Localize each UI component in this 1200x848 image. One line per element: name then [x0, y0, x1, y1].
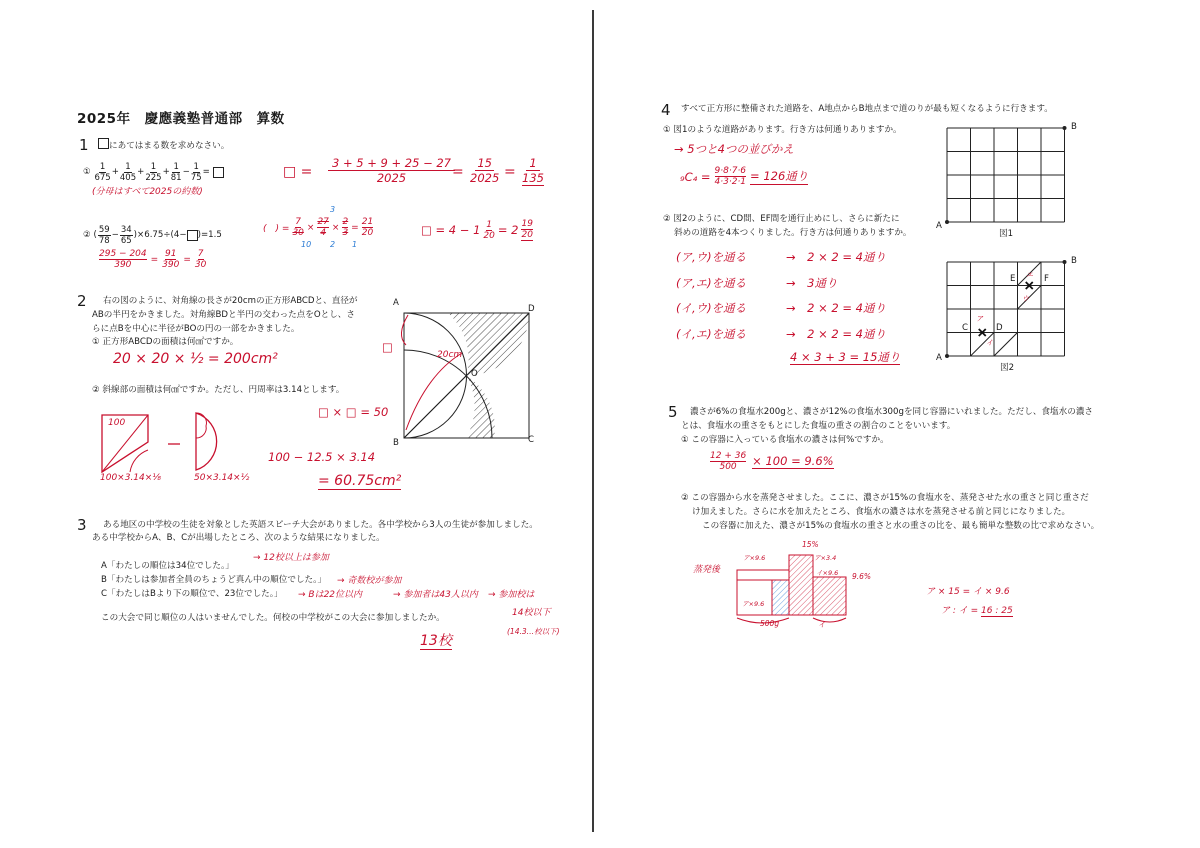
diagonal-road — [994, 333, 1018, 357]
page-title: 2025年 慶應義塾普通部 算数 — [77, 111, 285, 127]
case-row: (イ,エ)を通る → 2 × 2 = 4通り — [676, 326, 886, 341]
blue-cancel-mark: 10 — [301, 240, 312, 249]
q3-statement-b: B「わたしは参加者全員のちょうど真ん中の順位でした。」 — [101, 575, 327, 585]
answer-box-icon — [213, 167, 224, 178]
q1-part2-work-line: $\frac{295 - 204}{390}$ = $\frac{91}{390}$ = $\frac{7}{30}$ — [99, 249, 207, 270]
fig1-caption: 図1 — [999, 229, 1014, 239]
blue-cancel-mark: 2 — [330, 240, 336, 249]
q1-instruction: にあてはまる数を求めなさい。 — [98, 138, 229, 154]
grid2-red-a: ア — [976, 315, 983, 323]
q5-text-line-1: 濃さが6%の食塩水200gと、濃さが12%の食塩水300gを同じ容器にいれました。ただし、食塩水の濃さ — [690, 407, 1094, 417]
q3-note-a: → 12校以上は参加 — [253, 553, 329, 563]
q1-part1-answer: 1 135 — [522, 156, 544, 185]
grid2-red-u: ウ — [1022, 295, 1029, 303]
case-row: (ア,エ)を通る → 3通り — [676, 275, 838, 290]
q2-sub1-work: 20 × 20 × ½ = 200cm² — [113, 351, 278, 367]
blue-cancel-mark: 1 — [352, 240, 358, 249]
grid2-label-f: F — [1044, 274, 1049, 284]
q3-note-c1: → Bは22位以内 — [298, 590, 363, 600]
q5-sub1: ① この容器に入っている食塩水の濃さは何%ですか。 — [681, 435, 889, 445]
q2-text-line-3: らに点Bを中心に半径がBOの円の一部をかきました。 — [92, 324, 300, 334]
q5-number: 5 — [668, 403, 678, 421]
equals-sign: = — [504, 164, 516, 180]
grid1-label-a: A — [936, 221, 942, 231]
q5-eq2: ア : イ = 16 : 25 — [941, 606, 1013, 616]
q4-sub1-calc: ₉C₄ = $\frac{9\cdot 8\cdot 7\cdot 6}{4\cdot 3\cdot 2\cdot 1}$ = 126通り — [680, 166, 809, 187]
q3-number: 3 — [77, 516, 87, 534]
frac-2: $\frac{1}{405}$ — [119, 162, 137, 183]
q5-diag-label-i: イ — [818, 620, 826, 629]
q3-note-c5: (14.3…校以下) — [507, 627, 560, 636]
q5-diag-label-96pct: 9.6% — [852, 572, 872, 581]
q5-diag-label-i96: イ×9.6 — [816, 569, 839, 577]
q4-cases — [676, 245, 886, 347]
q2-sub2-answer: = 60.75cm² — [318, 473, 402, 489]
q5-diag-label-15: 15% — [802, 540, 819, 549]
q4-number: 4 — [661, 101, 671, 119]
equals-sign: = — [452, 164, 464, 180]
q3-text-line-2: ある中学校からA、B、Cが出場したところ、次のような結果になりました。 — [92, 533, 385, 543]
q3-statement-c: C「わたしはBより下の順位で、23位でした。」 — [101, 589, 283, 599]
q1-part1-label: ① — [83, 166, 91, 177]
q4-sub1-answer: = 126通り — [750, 169, 809, 183]
q1-number: 1 — [79, 136, 89, 154]
q3-note-c4: 14校以下 — [512, 608, 551, 618]
q2-number: 2 — [77, 292, 87, 310]
q2-figure — [396, 305, 536, 445]
q5-diagram — [732, 550, 852, 630]
q3-note-c2: → 参加者は43人以内 — [393, 590, 478, 600]
q5-sub1-work: $\frac{12 + 36}{500}$ × 100 = 9.6% — [710, 451, 834, 472]
sketch-label-sector: 100×3.14×⅛ — [100, 473, 162, 483]
q5-diag-label-a96-lower: ア×9.6 — [742, 600, 765, 608]
answer-box-icon — [98, 138, 109, 149]
frac-1: $\frac{1}{675}$ — [94, 162, 111, 183]
sketch-label-half-circle: 50×3.14×½ — [194, 473, 250, 483]
grid1-label-b: B — [1071, 122, 1077, 132]
grid-endpoint — [945, 354, 949, 358]
grid2-label-c: C — [962, 323, 969, 333]
q4-sub2-answer: 4 × 3 + 3 = 15通り — [790, 350, 901, 364]
q5-diag-label-500g: 500g — [760, 619, 780, 628]
answer-box-icon — [187, 230, 198, 241]
q3-question: この大会で同じ順位の人はいませんでした。何校の中学校がこの大会に参加しましたか。 — [101, 613, 445, 623]
fig-label-b: B — [393, 438, 399, 448]
q2-sub2-work: 100 − 12.5 × 3.14 — [268, 450, 376, 464]
page-spine — [592, 10, 594, 832]
q5-sub2-line3: この容器に加えた、濃さが15%の食塩水の重さと水の重さの比を、最も簡単な整数の比で求めなさい。 — [702, 521, 1100, 531]
fig-label-d: D — [528, 304, 535, 314]
q1-part1-work-frac: 3 + 5 + 9 + 25 − 27 2025 — [328, 156, 455, 185]
case-row: (ア,ウ)を通る → 2 × 2 = 4通り — [676, 250, 886, 264]
grid-endpoint — [1063, 260, 1067, 264]
blue-cancel-mark: 3 — [330, 205, 336, 214]
grid2-red-i: イ — [986, 339, 993, 347]
q4-figure-1-grid — [946, 127, 1066, 227]
grid2-label-b: B — [1071, 256, 1077, 266]
fig-red-box: □ — [382, 340, 393, 354]
q3-note-b: → 奇数校が参加 — [337, 576, 402, 586]
q1-part1-work-frac2: 15 2025 — [470, 156, 500, 185]
q1-part1-expression: ① $\frac{1}{675}$ + $\frac{1}{405}$ + $\frac{1}{225}$ + $\frac{1}{81}$ − $\frac{1}{75}$ = — [83, 162, 224, 183]
q4-sub2-line1: ② 図2のように、CD間、EF間を通行止めにし、さらに新たに — [663, 214, 900, 224]
case-row: (イ,ウ)を通る → 2 × 2 = 4通り — [676, 301, 886, 315]
fig-label-c: C — [528, 435, 535, 445]
grid2-red-e: エ — [1026, 271, 1033, 279]
frac-3: $\frac{1}{225}$ — [145, 162, 162, 183]
fig-red-20cm: 20cm — [437, 350, 463, 360]
right-page — [596, 0, 1200, 848]
q4-intro: すべて正方形に整備された道路を、A地点からB地点まで道のりが最も短くなるように行きます。 — [681, 104, 1053, 114]
q5-eq1: ア × 15 = イ × 9.6 — [926, 587, 1010, 597]
grid-endpoint — [945, 220, 949, 224]
fig2-caption: 図2 — [1000, 363, 1015, 373]
q4-sub1: ① 図1のような道路があります。行き方は何通りありますか。 — [663, 125, 902, 135]
q5-sub1-answer: × 100 = 9.6% — [752, 454, 834, 468]
fig-label-o: O — [471, 369, 478, 379]
frac-59-78: $\frac{59}{78}$ — [98, 225, 110, 246]
frac-5: $\frac{1}{75}$ — [190, 162, 202, 183]
q2-text-line-1: 右の図のように、対角線の長さが20cmの正方形ABCDと、直径が — [103, 296, 358, 306]
q5-diag-label-evap: 蒸発後 — [693, 565, 721, 575]
grid2-label-e: E — [1010, 274, 1016, 284]
q1-part2-paren-work: ( ) = $\frac{7}{30}$ × $\frac{27}{4}$ × $\frac{2}{3}$ = $\frac{21}{20}$ — [263, 217, 374, 238]
q2-text-line-2: ABの半円をかきました。対角線BDと半円の交わった点をOとし、さ — [92, 310, 355, 320]
left-page — [0, 0, 592, 848]
q2-sub1: ① 正方形ABCDの面積は何㎠ですか。 — [92, 337, 239, 347]
fig-label-a: A — [393, 298, 399, 308]
q1-part2-answer: 19 20 — [521, 219, 533, 240]
q2-sub2: ② 斜線部の面積は何㎠ですか。ただし、円周率は3.14とします。 — [92, 385, 345, 395]
q2-sub2-box-eq: □ × □ = 50 — [318, 405, 389, 419]
q1-part2-answer-work: □ = 4 − 1 $\frac{1}{20}$ = 2 19 20 — [421, 219, 533, 241]
grid2-label-a: A — [936, 353, 942, 363]
q3-text-line-1: ある地区の中学校の生徒を対象とした英語スピーチ大会がありました。各中学校から3人の生徒が参加しました。 — [103, 520, 538, 530]
q3-statement-a: A「わたしの順位は34位でした。」 — [101, 561, 234, 571]
q1-part1-note: (分母はすべて2025の約数) — [92, 187, 203, 197]
q5-text-line-2: とは、食塩水の重さをもとにした食塩の重さの割合のことをいいます。 — [681, 421, 956, 431]
q5-sub2-line2: け加えました。さらに水を加えたところ、食塩水の濃さは水を蒸発させる前と同じになりました。 — [692, 507, 1071, 517]
q4-sub2-line2: 斜めの道路を4本つくりました。行き方は何通りありますか。 — [674, 228, 912, 238]
sketch-label-100: 100 — [108, 418, 126, 428]
q3-note-c3: → 参加校は — [488, 590, 535, 600]
q5-diag-label-a34: ア×3.4 — [814, 554, 837, 562]
q1-part2-expression: ② ( $\frac{59}{78}$ − $\frac{34}{65}$ )×6.75÷(4− )=1.5 — [83, 225, 222, 246]
q3-answer: 13校 — [420, 633, 452, 649]
frac-34-65: $\frac{34}{65}$ — [120, 225, 132, 246]
grid-endpoint — [1063, 126, 1067, 130]
q5-diag-label-a96: ア×9.6 — [743, 554, 766, 562]
q1-part2-label: ② — [83, 229, 91, 240]
q5-sub2-line1: ② この容器から水を蒸発させました。ここに、濃さが15%の食塩水を、蒸発させた水の重さと同じ重さだ — [681, 493, 1089, 503]
grid2-label-d: D — [996, 323, 1003, 333]
frac-4: $\frac{1}{81}$ — [170, 162, 182, 183]
q4-sub1-note: → 5つと4つの並びかえ — [674, 142, 794, 156]
q5-sub2-answer: 16 : 25 — [981, 606, 1013, 616]
q1-part1-box-eq: □ = — [283, 164, 313, 180]
